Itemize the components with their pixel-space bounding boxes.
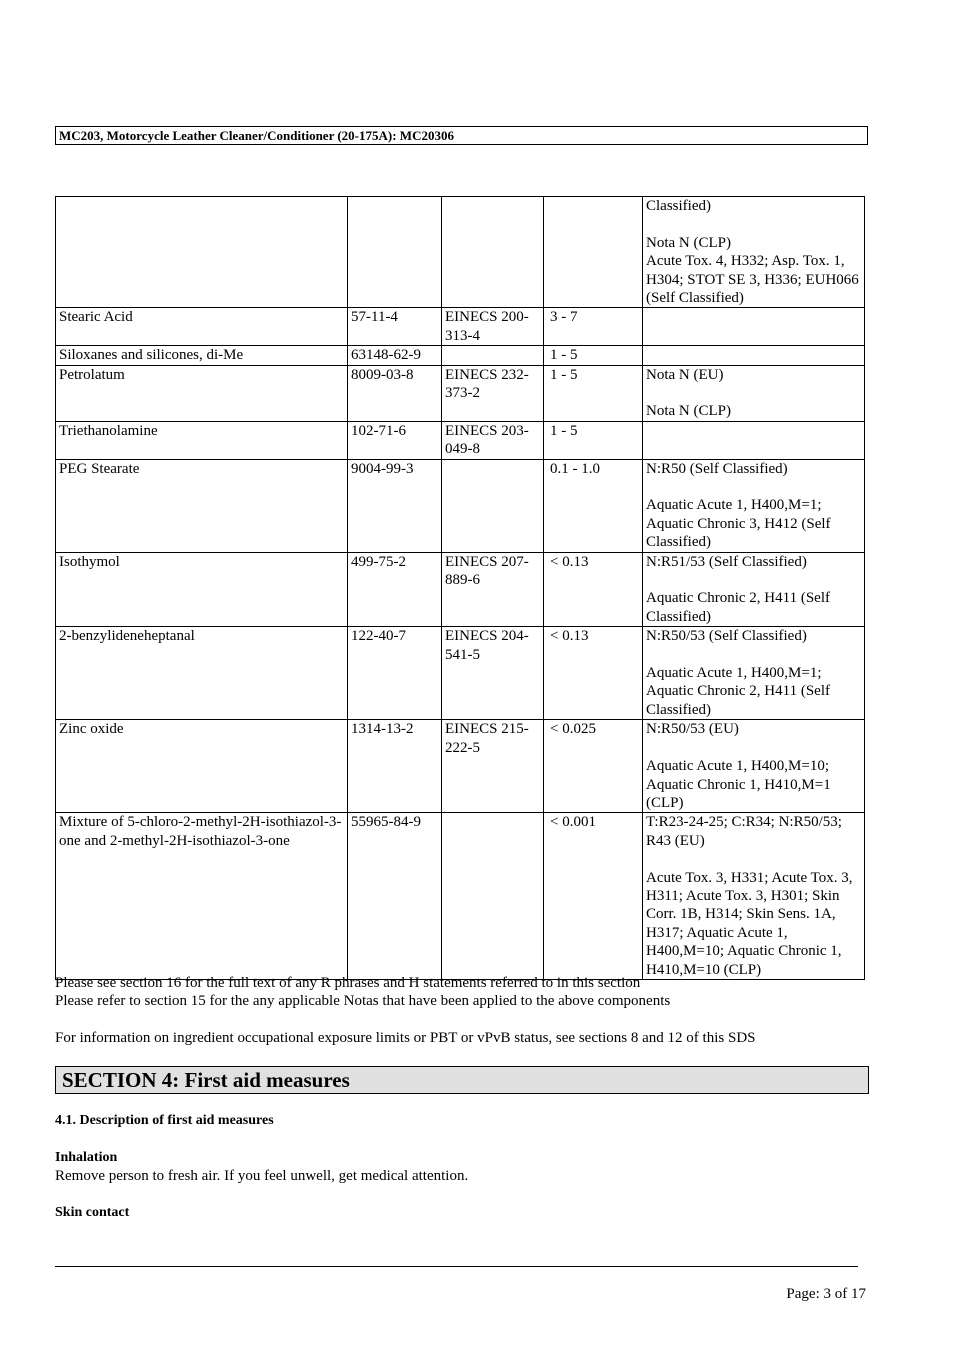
classification-cell <box>643 421 865 459</box>
footer-rule <box>55 1266 858 1267</box>
cas-number-cell: 122-40-7 <box>348 627 442 720</box>
ec-number-cell <box>442 459 544 552</box>
ec-number-cell: EINECS 215-222-5 <box>442 720 544 813</box>
component-name-cell: Zinc oxide <box>56 720 348 813</box>
concentration-cell: 1 - 5 <box>544 421 643 459</box>
classification-line: N:R51/53 (Self Classified) <box>646 553 807 570</box>
component-name-cell: Siloxanes and silicones, di-Me <box>56 346 348 365</box>
note-r-phrases: Please see section 16 for the full text of any R phrases and H statements referred to in this section <box>55 975 641 991</box>
table-row <box>56 365 865 421</box>
table-row <box>56 813 865 980</box>
table-row <box>56 552 865 627</box>
note-exposure-limits: For information on ingredient occupational exposure limits or PBT or vPvB status, see sections 8 and 12 of this SDS <box>55 1030 756 1047</box>
classification-line: T:R23-24-25; C:R34; N:R50/53; R43 (EU) <box>646 814 842 849</box>
ec-number-cell: EINECS 200-313-4 <box>442 308 544 346</box>
subsection-4-1-heading: 4.1. Description of first aid measures <box>55 1113 274 1128</box>
classification-cell <box>643 346 865 365</box>
classification-line: Aquatic Acute 1, H400,M=1; Aquatic Chronic 2, H411 (Self Classified) <box>646 665 830 718</box>
classification-line <box>646 646 862 664</box>
cas-number-cell: 55965-84-9 <box>348 813 442 980</box>
concentration-cell: 3 - 7 <box>544 308 643 346</box>
cas-number-cell <box>348 197 442 308</box>
classification-line <box>646 478 862 496</box>
classification-line <box>646 384 862 402</box>
component-name-cell: Isothymol <box>56 552 348 627</box>
cas-number-cell: 57-11-4 <box>348 308 442 346</box>
cas-number-cell: 63148-62-9 <box>348 346 442 365</box>
inhalation-heading: Inhalation <box>55 1150 118 1165</box>
cas-number-cell: 499-75-2 <box>348 552 442 627</box>
ec-number-cell <box>442 197 544 308</box>
classification-line <box>646 739 862 757</box>
classification-line <box>646 850 862 868</box>
classification-line: N:R50/53 (Self Classified) <box>646 628 807 645</box>
components-table <box>55 196 865 980</box>
note-notas: Please refer to section 15 for the any applicable Notas that have been applied to the above components <box>55 993 671 1010</box>
classification-line: Nota N (CLP) <box>646 234 731 251</box>
classification-cell <box>643 365 865 421</box>
classification-line: N:R50/53 (EU) <box>646 721 739 738</box>
classification-line: Nota N (CLP) <box>646 403 731 420</box>
classification-line: Acute Tox. 3, H331; Acute Tox. 3, H311; Acute Tox. 3, H301; Skin Corr. 1B, H314; Skin Sens. 1A, H317; Aquatic Acute 1, H400,M=10; Aquatic Chronic 1, H410,M=10 (CLP) <box>646 869 853 978</box>
component-name-cell: PEG Stearate <box>56 459 348 552</box>
table-row <box>56 346 865 365</box>
component-name-cell: 2-benzylideneheptanal <box>56 627 348 720</box>
ec-number-cell: EINECS 203-049-8 <box>442 421 544 459</box>
classification-line <box>646 571 862 589</box>
inhalation-text: Remove person to fresh air. If you feel unwell, get medical attention. <box>55 1168 469 1184</box>
classification-line: Acute Tox. 4, H332; Asp. Tox. 1, H304; STOT SE 3, H336; EUH066 (Self Classified) <box>646 253 859 307</box>
table-row <box>56 720 865 813</box>
table-row <box>56 197 865 308</box>
classification-cell <box>643 627 865 720</box>
concentration-cell: < 0.025 <box>544 720 643 813</box>
concentration-cell: < 0.001 <box>544 813 643 980</box>
classification-cell <box>643 197 865 308</box>
classification-cell <box>643 308 865 346</box>
classification-line: Nota N (EU) <box>646 366 724 383</box>
concentration-cell: < 0.13 <box>544 552 643 627</box>
classification-line: Aquatic Acute 1, H400,M=1; Aquatic Chronic 3, H412 (Self Classified) <box>646 497 831 551</box>
component-name-cell: Petrolatum <box>56 365 348 421</box>
component-name-cell: Mixture of 5-chloro-2-methyl-2H-isothiazol-3-one and 2-methyl-2H-isothiazol-3-one <box>56 813 348 980</box>
table-row <box>56 421 865 459</box>
ec-number-cell <box>442 813 544 980</box>
table-row <box>56 308 865 346</box>
table-row <box>56 459 865 552</box>
component-name-cell: Triethanolamine <box>56 421 348 459</box>
classification-line: Aquatic Acute 1, H400,M=10; Aquatic Chronic 1, H410,M=1 (CLP) <box>646 758 831 811</box>
concentration-cell: 1 - 5 <box>544 365 643 421</box>
page-number: Page: 3 of 17 <box>786 1286 866 1302</box>
concentration-cell: 0.1 - 1.0 <box>544 459 643 552</box>
cas-number-cell: 8009-03-8 <box>348 365 442 421</box>
document-header-title: MC203, Motorcycle Leather Cleaner/Conditioner (20-175A): MC20306 <box>55 126 868 145</box>
section-4-heading: SECTION 4: First aid measures <box>55 1066 869 1094</box>
classification-line: Classified) <box>646 198 711 214</box>
classification-line <box>646 215 862 233</box>
ec-number-cell: EINECS 207-889-6 <box>442 552 544 627</box>
classification-cell <box>643 552 865 627</box>
classification-cell <box>643 813 865 980</box>
classification-line: N:R50 (Self Classified) <box>646 460 788 477</box>
component-name-cell: Stearic Acid <box>56 308 348 346</box>
component-name-cell <box>56 197 348 308</box>
ec-number-cell <box>442 346 544 365</box>
classification-line: Aquatic Chronic 2, H411 (Self Classified) <box>646 590 830 625</box>
ec-number-cell: EINECS 204-541-5 <box>442 627 544 720</box>
ec-number-cell: EINECS 232-373-2 <box>442 365 544 421</box>
skin-contact-heading: Skin contact <box>55 1205 130 1220</box>
cas-number-cell: 9004-99-3 <box>348 459 442 552</box>
cas-number-cell: 1314-13-2 <box>348 720 442 813</box>
classification-cell <box>643 459 865 552</box>
table-row <box>56 627 865 720</box>
cas-number-cell: 102-71-6 <box>348 421 442 459</box>
classification-cell <box>643 720 865 813</box>
concentration-cell <box>544 197 643 308</box>
table-notes <box>55 974 875 1048</box>
concentration-cell: 1 - 5 <box>544 346 643 365</box>
concentration-cell: < 0.13 <box>544 627 643 720</box>
